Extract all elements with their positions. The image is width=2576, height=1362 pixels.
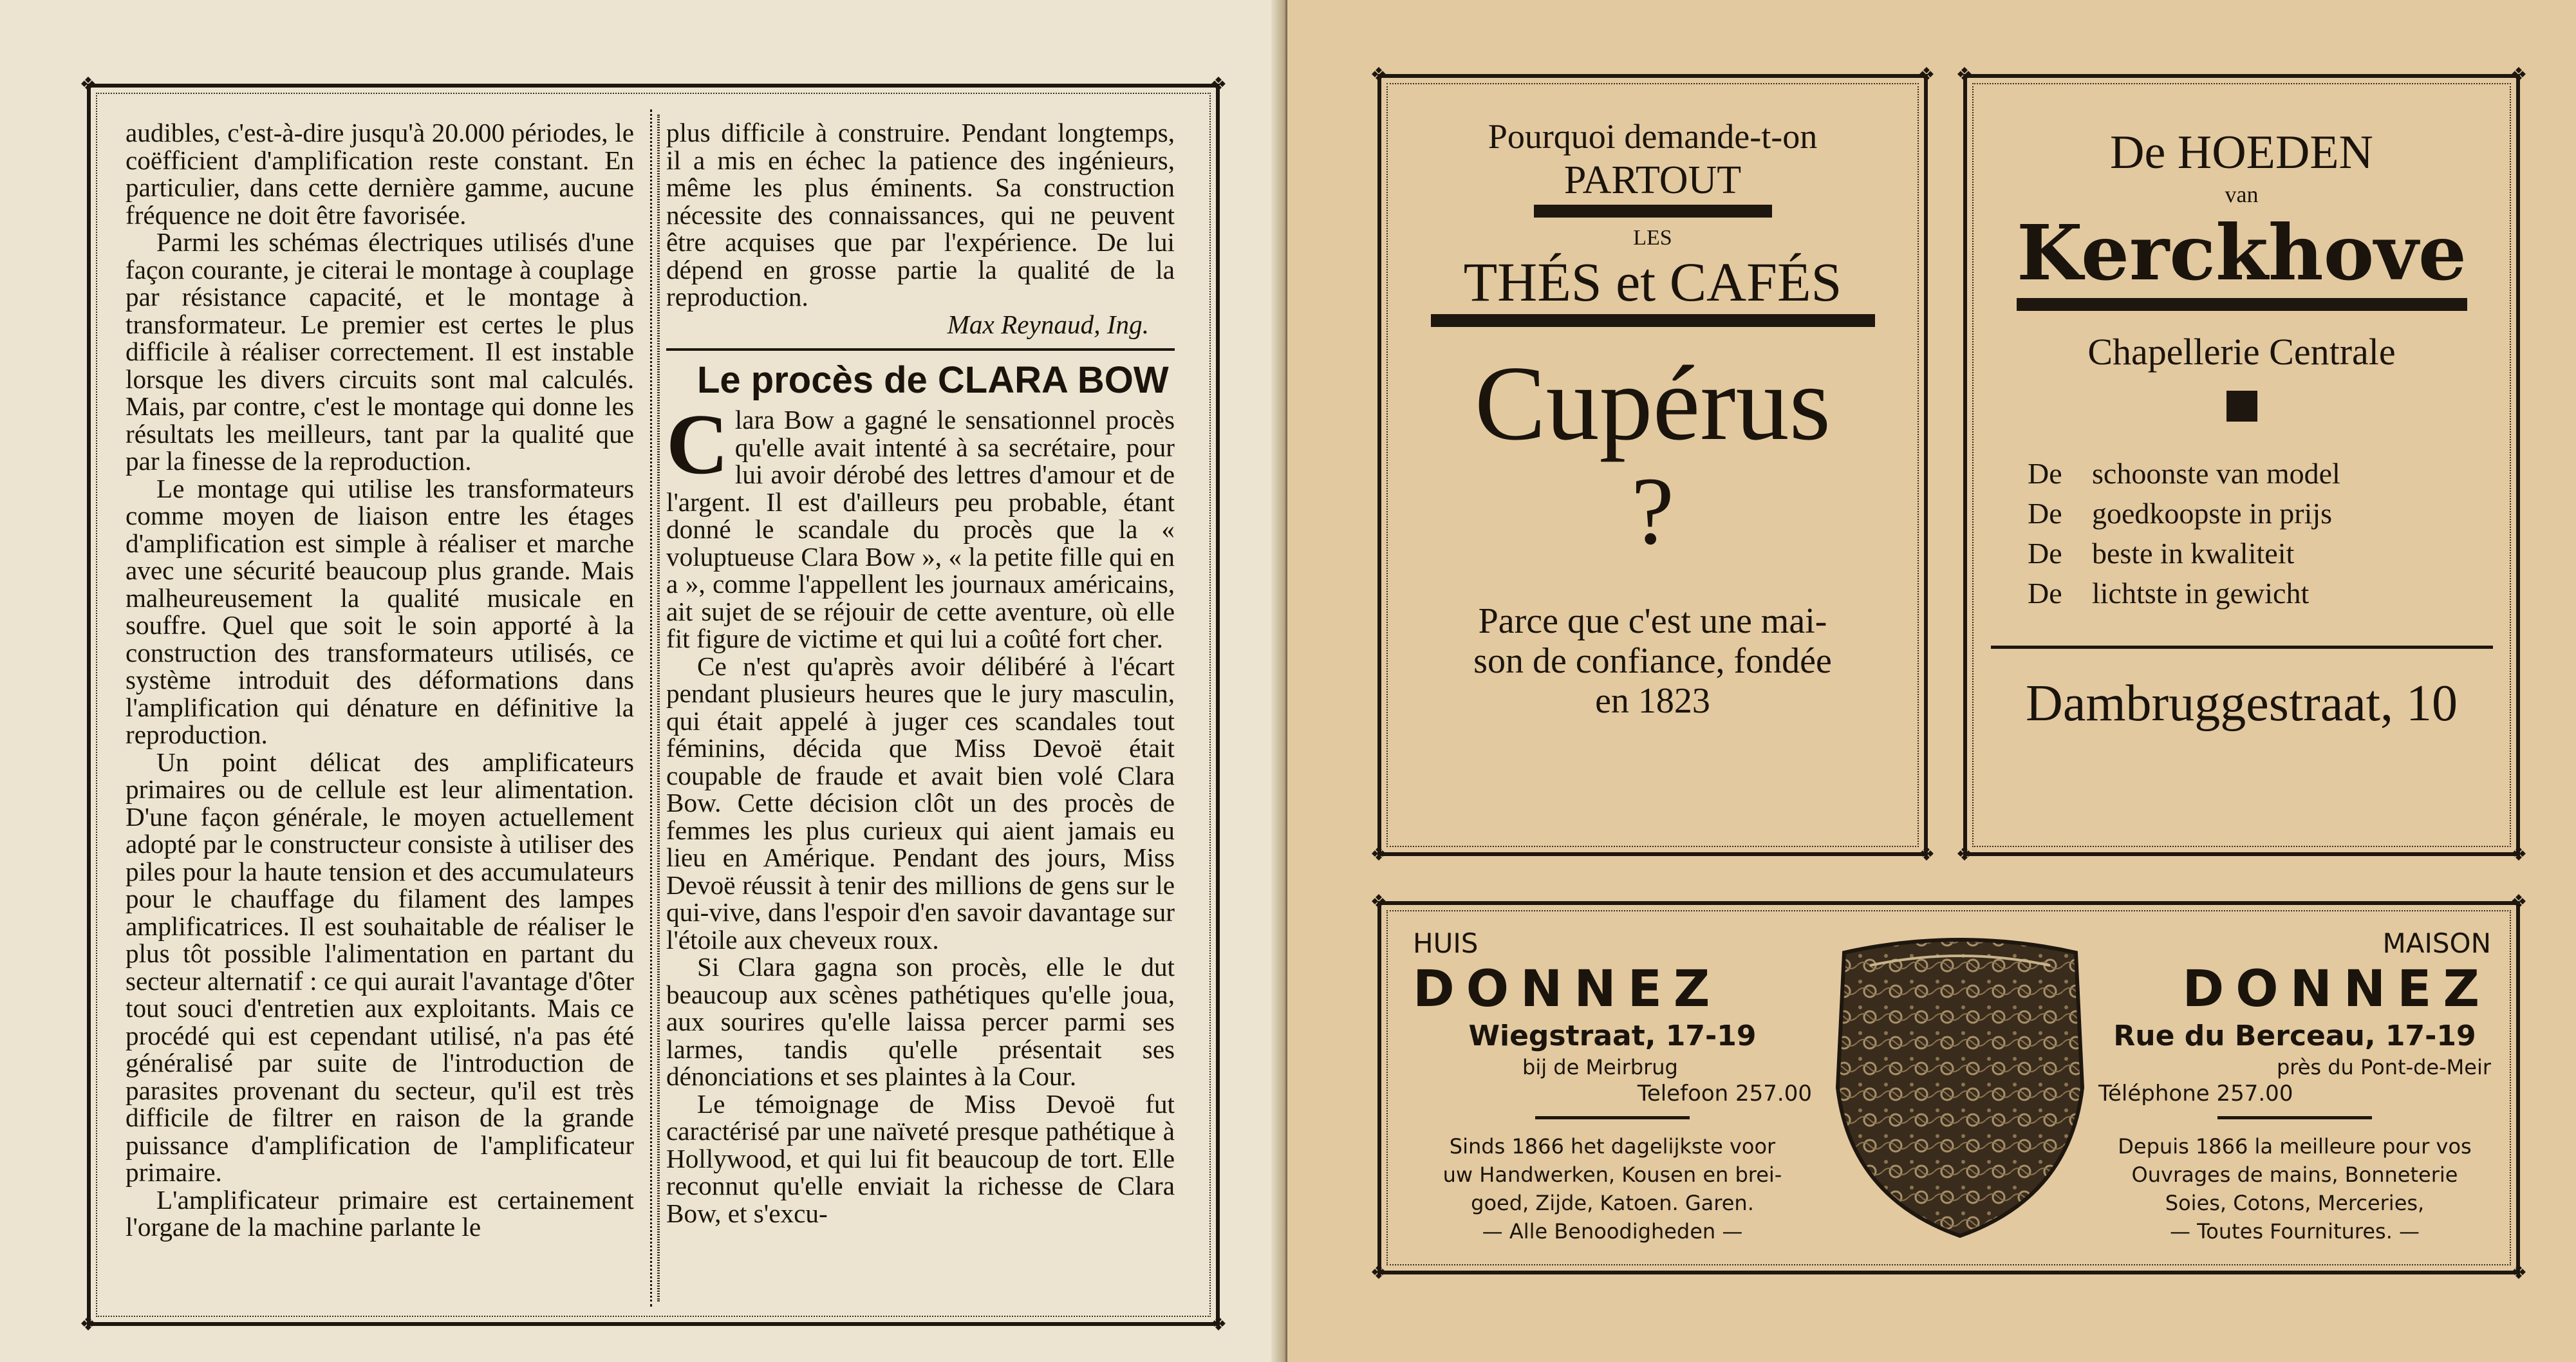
list-item-text: lichtste in gewicht: [2092, 577, 2310, 610]
right-page: [1287, 0, 2576, 1362]
ornament-corner-icon: ❖: [1918, 64, 1936, 86]
ornament-corner-icon: ❖: [1955, 843, 1974, 866]
cuperus-line1: Pourquoi demande-t-on: [1488, 117, 1818, 156]
kerckhove-line1: De HOEDEN: [2110, 126, 2373, 179]
donnez-left-block: [1413, 927, 1812, 1245]
ornament-corner-icon: ❖: [79, 1313, 97, 1336]
paragraph: Parmi les schémas électriques utilisés d'une façon courante, je citerai le montage à couplage par résistance capacité, et le montage à transformateur. Le premier est certes le plus difficile à réaliser correctement. Il est instable lorsque les divers circuits sont mal calculés. Mais, par contre, c'est le montage qui donne les résultats les meilleurs, tant par la qualité que par la finesse de la reproduction.: [126, 227, 634, 476]
lace-collar-svg: [1831, 927, 2089, 1242]
kerckhove-list: [1976, 454, 2507, 613]
paragraph: audibles, c'est-à-dire jusqu'à 20.000 périodes, le coëfficient d'amplification reste constant. En particulier, dans cette dernière gamme, aucune fréquence ne doit être favorisée.: [126, 118, 634, 230]
paragraph-text: lara Bow a gagné le sensationnel procès qu'elle avait intenté à sa secrétaire, pour lui avoir dérobé des lettres d'amour et de l'argent. Il est d'ailleurs peu probable, étant donné le scandale du procès que la « voluptueuse Clara Bow », « la petite fille qui en a », comme l'appellent les journaux américains, ait sujet de se réjouir de cette aventure, où elle fit figure de victime et qui lui a coûté fort cher.: [666, 405, 1175, 653]
desc-line: — Alle Benoodigheden —: [1482, 1219, 1743, 1244]
ornament-corner-icon: ❖: [1918, 843, 1936, 866]
paragraph: L'amplificateur primaire est certainement l'organe de la machine parlante le: [126, 1184, 634, 1242]
cuperus-line4: THÉS et CAFÉS: [1463, 251, 1842, 313]
cuperus-line3: LES: [1633, 226, 1672, 250]
donnez-huis: HUIS: [1413, 928, 1479, 959]
cuperus-foot1: Parce que c'est une mai-: [1478, 601, 1827, 641]
donnez-rule-right: [2217, 1116, 2372, 1119]
ornament-corner-icon: ❖: [1209, 1313, 1227, 1336]
kerckhove-ad: [1976, 126, 2507, 732]
donnez-rule-left: [1535, 1116, 1690, 1119]
list-item-text: beste in kwaliteit: [2092, 537, 2295, 570]
desc-line: uw Handwerken, Kousen en brei-: [1442, 1162, 1782, 1187]
list-item-de: De: [2028, 457, 2062, 490]
column-divider: [650, 109, 652, 1307]
paragraph: Si Clara gagna son procès, elle le dut beaucoup aux scènes pathétiques qu'elle joua, aux sourires qu'elle laissa percer parmi ses larmes, tandis qu'elle présentait ses dénonciations et ses plaintes à la Cour.: [666, 952, 1175, 1091]
ornament-corner-icon: ❖: [2510, 843, 2528, 866]
donnez-name-right: DONNEZ: [2182, 960, 2491, 1018]
lace-collar-illustration: [1831, 927, 2089, 1242]
kerckhove-thin-rule: [1991, 646, 2493, 649]
kerckhove-brand: Kerckhove: [2017, 208, 2467, 297]
donnez-street-right: Rue du Berceau, 17-19: [2113, 1020, 2476, 1052]
paragraph: Le montage qui utilise les transformateurs comme moyen de liaison entre les étages d'amplification est simple à réaliser et marche avec une sécurité beaucoup plus grande. Mais malheureusement la qualité musicale en souffre. Quel que soit le soin apporté à la construction des transformateurs utilisés, ce système introduit des déformations dans l'amplification qui dénature en définitive la reproduction.: [126, 473, 634, 749]
paragraph: [666, 396, 1175, 653]
list-item-text: goedkoopste in prijs: [2092, 497, 2333, 530]
section-rule: [666, 348, 1175, 351]
desc-line: — Toutes Fournitures. —: [2169, 1219, 2420, 1244]
list-item: [2028, 494, 2507, 534]
paragraph: Ce n'est qu'après avoir délibéré à l'écart pendant plusieurs heures que le jury masculin, qui était appelé à juger ces scandales tout féminins, décida que Miss Devoë était coupable de fraude et avait bien volé Clara Bow. Cette décision clôt un des procès de femmes les plus curieux qui aient jamais eu lieu en Amérique. Pendant des jours, Miss Devoë réussit à tenir des millions de gens sur le qui-vive, dans l'espoir d'en savoir davantage sur l'étoile aux cheveux roux.: [666, 651, 1175, 955]
ornament-corner-icon: ❖: [2510, 1262, 2528, 1284]
donnez-phone-right: Téléphone 257.00: [2098, 1081, 2293, 1106]
cuperus-foot2: son de confiance, fondée: [1473, 641, 1832, 681]
cuperus-rule: [1431, 314, 1875, 327]
author-signature: Max Reynaud, Ing.: [947, 309, 1149, 339]
ornament-corner-icon: ❖: [1209, 73, 1227, 96]
cuperus-foot3: en 1823: [1595, 681, 1710, 721]
ornament-corner-icon: ❖: [1370, 1262, 1388, 1284]
list-item: [2028, 454, 2507, 494]
list-item-text: schoonste van model: [2092, 457, 2340, 490]
kerckhove-line2: van: [2225, 182, 2259, 207]
cuperus-ad: [1390, 116, 1915, 721]
drop-cap: C: [666, 396, 729, 492]
ornament-corner-icon: ❖: [2510, 64, 2528, 86]
donnez-phone-left: Telefoon 257.00: [1637, 1081, 1812, 1106]
list-item: [2028, 574, 2507, 613]
list-item-de: De: [2028, 577, 2062, 610]
desc-line: Depuis 1866 la meilleure pour vos: [2118, 1134, 2472, 1159]
article-column-1: [126, 119, 634, 1241]
donnez-desc-right: [2098, 1132, 2491, 1245]
square-bullet-icon: [2226, 391, 2257, 422]
donnez-near-right: près du Pont-de-Meir: [2276, 1055, 2491, 1079]
donnez-desc-left: [1413, 1132, 1812, 1245]
list-item-de: De: [2028, 497, 2062, 530]
ornament-corner-icon: ❖: [79, 73, 97, 96]
donnez-name-left: DONNEZ: [1413, 960, 1722, 1018]
paragraph: Le témoignage de Miss Devoë fut caractérisé par une naïveté presque pathétique à Hollywood, et qui lui fit beaucoup de tort. Elle reconnut qu'elle enviait la richesse de Clara Bow, et s'excu-: [666, 1088, 1175, 1228]
paragraph: Un point délicat des amplificateurs primaires ou de cellule est leur alimentation. D'une façon générale, le moyen actuellement adopté par le constructeur consiste à utiliser des piles pour la haute tension et des accumulateurs pour le chauffage du filament des lampes amplificatrices. Il est souhaitable de réaliser le plus tôt possible l'alimentation en partant du secteur alternatif : ce qui aurait l'avantage d'ôter tout souci d'entretien aux exploitants. Mais ce procédé qui est cependant utilisé, n'a pas été généralisé par suite de l'introduction de parasites provenant du secteur, qu'il est très difficile de filtrer en raison de la grande puissance d'amplification de l'amplificateur primaire.: [126, 747, 634, 1187]
donnez-near-left: bij de Meirbrug: [1522, 1055, 1678, 1079]
list-item: [2028, 534, 2507, 574]
cuperus-brand: Cupérus: [1474, 344, 1831, 462]
ornament-corner-icon: ❖: [1955, 64, 1974, 86]
left-page: [0, 0, 1281, 1362]
donnez-maison: MAISON: [2382, 928, 2491, 959]
donnez-right-block: [2098, 927, 2491, 1245]
paragraph: plus difficile à construire. Pendant longtemps, il a mis en échec la patience des ingénieurs, même les plus éminents. Sa construction nécessite des connaissances, qui ne peuvent être acquises que par l'expérience. De lui dépend en grosse partie la qualité de la reproduction.: [666, 118, 1175, 312]
cuperus-question: ?: [1631, 458, 1674, 564]
ornament-corner-icon: ❖: [1370, 843, 1388, 866]
cuperus-rule: [1534, 205, 1772, 218]
desc-line: Ouvrages de mains, Bonneterie: [2131, 1162, 2458, 1187]
desc-line: Soies, Cotons, Merceries,: [2165, 1191, 2425, 1215]
kerckhove-sub: Chapellerie Centrale: [2087, 331, 2396, 373]
kerckhove-address: Dambruggestraat, 10: [2026, 675, 2458, 732]
ornament-corner-icon: ❖: [2510, 891, 2528, 913]
desc-line: goed, Zijde, Katoen. Garen.: [1471, 1191, 1754, 1215]
donnez-street-left: Wiegstraat, 17-19: [1468, 1020, 1757, 1052]
list-item-de: De: [2028, 537, 2062, 570]
ornament-corner-icon: ❖: [1370, 64, 1388, 86]
ornament-corner-icon: ❖: [1370, 891, 1388, 913]
cuperus-line2: PARTOUT: [1563, 158, 1742, 202]
article-column-2: [666, 119, 1175, 1227]
kerckhove-rule: [2017, 298, 2467, 311]
article-title: Le procès de CLARA BOW: [697, 359, 1169, 401]
desc-line: Sinds 1866 het dagelijkste voor: [1449, 1134, 1776, 1159]
